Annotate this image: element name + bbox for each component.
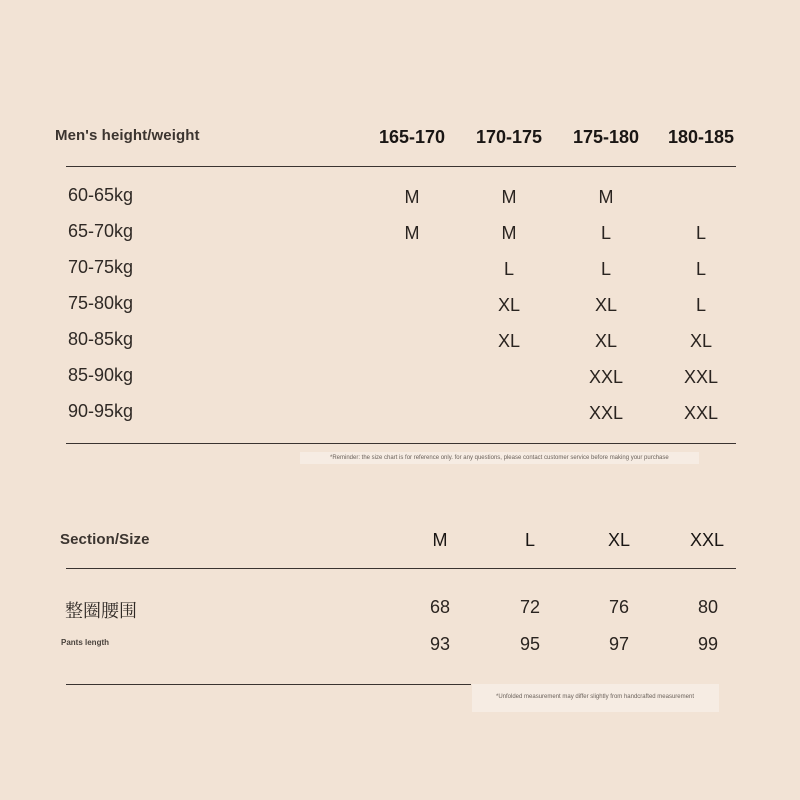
weight-label: 80-85kg — [68, 329, 134, 349]
size-chart-header-label: Men's height/weight — [55, 127, 200, 144]
size-cell: XL — [497, 295, 521, 315]
table2-bottom-rule — [66, 684, 471, 685]
size-cell: XL — [594, 295, 618, 315]
size-cell: XXL — [588, 403, 624, 423]
measurement-header-label: Section/Size — [60, 531, 150, 548]
size-cell: XL — [594, 331, 618, 351]
size-cell: L — [695, 259, 706, 279]
size-col-l: L — [524, 530, 535, 550]
measurement-cell: 95 — [519, 634, 541, 654]
pants-length-label: Pants length — [61, 638, 110, 647]
size-col-m: M — [432, 530, 448, 550]
height-col-4: 180-185 — [667, 127, 735, 147]
size-cell: L — [600, 259, 611, 279]
size-cell: M — [404, 223, 420, 243]
measurement-cell: 99 — [697, 634, 719, 654]
size-col-xxl: XXL — [689, 530, 725, 550]
weight-label: 70-75kg — [68, 257, 134, 277]
measurement-cell: 93 — [429, 634, 451, 654]
size-cell: XXL — [683, 367, 719, 387]
height-col-3: 175-180 — [572, 127, 640, 147]
size-cell: XXL — [588, 367, 624, 387]
size-cell: L — [503, 259, 514, 279]
size-cell: L — [600, 223, 611, 243]
size-cell: XL — [689, 331, 713, 351]
size-cell: M — [404, 187, 420, 207]
table1-bottom-rule — [66, 443, 736, 444]
weight-label: 85-90kg — [68, 365, 134, 385]
size-col-xl: XL — [607, 530, 631, 550]
height-col-2: 170-175 — [475, 127, 543, 147]
measurement-cell: 68 — [429, 597, 451, 617]
weight-label: 60-65kg — [68, 185, 134, 205]
weight-label: 90-95kg — [68, 401, 134, 421]
size-chart-reminder-note: *Reminder: the size chart is for reference only. for any questions, please contact customer service before making your purchase — [300, 452, 699, 464]
measurement-cell: 76 — [608, 597, 630, 617]
weight-label: 75-80kg — [68, 293, 134, 313]
size-cell: M — [598, 187, 614, 207]
height-col-1: 165-170 — [378, 127, 446, 147]
size-cell: M — [501, 223, 517, 243]
size-cell: M — [501, 187, 517, 207]
measurement-disclaimer-note: *Unfolded measurement may differ slightly from handcrafted measurement — [472, 684, 719, 712]
measurement-cell: 72 — [519, 597, 541, 617]
size-cell: XL — [497, 331, 521, 351]
size-cell: L — [695, 223, 706, 243]
waist-label: 整圈腰围 — [65, 601, 137, 622]
table1-top-rule — [66, 166, 736, 167]
table2-top-rule — [66, 568, 736, 569]
size-cell: L — [695, 295, 706, 315]
measurement-cell: 97 — [608, 634, 630, 654]
measurement-cell: 80 — [697, 597, 719, 617]
weight-label: 65-70kg — [68, 221, 134, 241]
size-cell: XXL — [683, 403, 719, 423]
